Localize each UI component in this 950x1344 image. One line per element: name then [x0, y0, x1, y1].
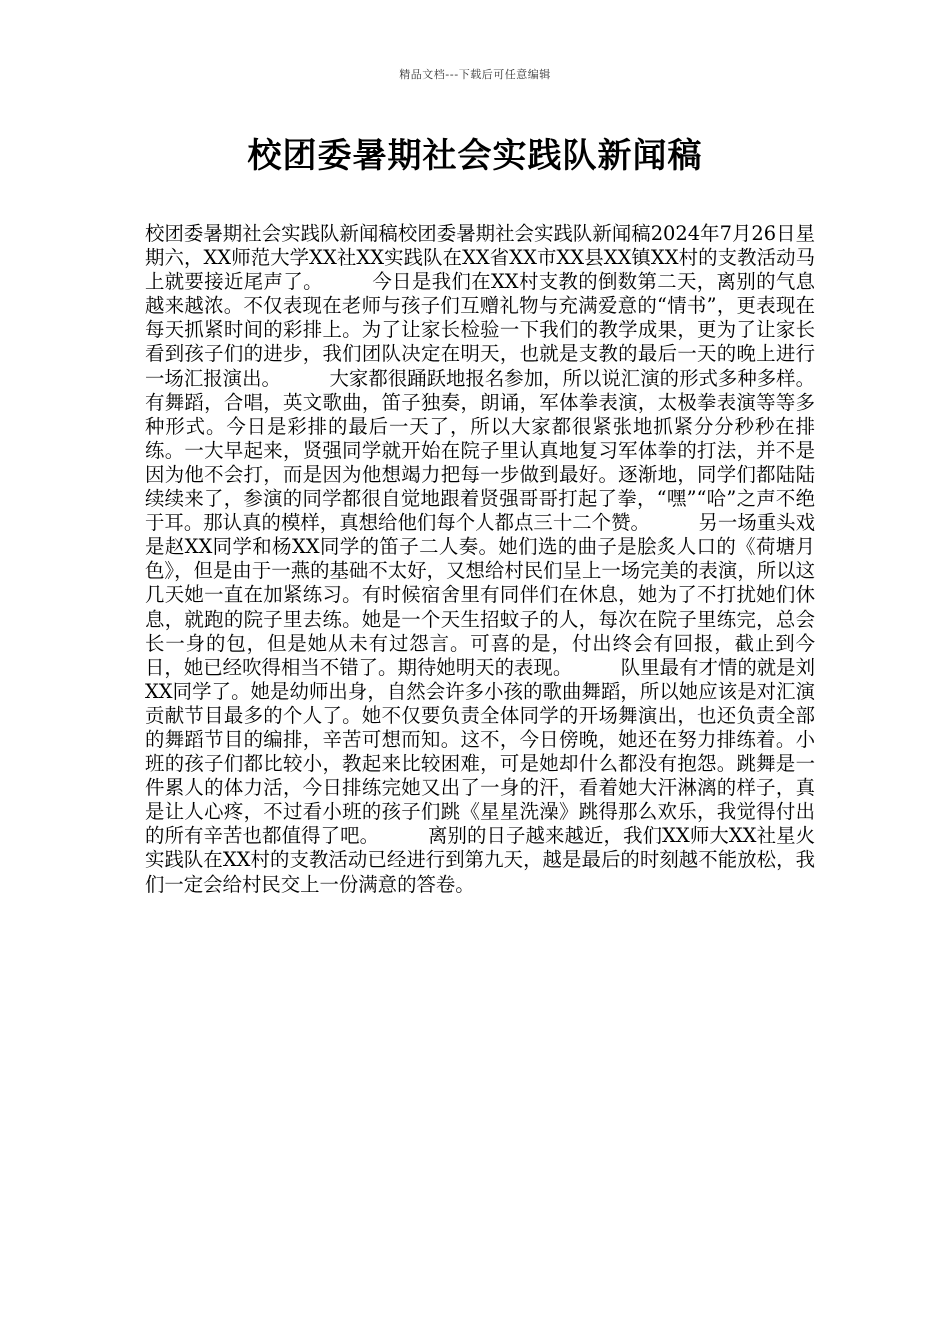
document-title: 校团委暑期社会实践队新闻稿 — [247, 136, 703, 176]
page-header-watermark: 精品文档---下载后可任意编辑 — [399, 68, 551, 81]
document-body: 校团委暑期社会实践队新闻稿校团委暑期社会实践队新闻稿2024年7月26日星期六，XX师范大学XX社XX实践队在XX省XX市XX县XX镇XX村的支教活动马上就要接近尾声了。 今日是我们在XX村支教的倒数第二天，离别的气息越来越浓。不仅表现在老师与孩子们互赠礼物与充满爱意的“情书”，更表现在每天抓紧时间的彩排上。为了让家长检验一下我们的教学成果，更为了让家长看到孩子们的进步，我们团队决定在明天，也就是支教的最后一天的晚上进行一场汇报演出。 大家都很踊跃地报名参加，所以说汇演的形式多种多样。有舞蹈，合唱，英文歌曲，笛子独奏，朗诵，军体拳表演，太极拳表演等等多种形式。今日是彩排的最后一天了，所以大家都很紧张地抓紧分分秒秒在排练。一大早起来，贤强同学就开始在院子里认真地复习军体拳的打法，并不是因为他不会打，而是因为他想竭力把每一步做到最好。逐渐地，同学们都陆陆续续来了，参演的同学都很自觉地跟着贤强哥哥打起了拳，“嘿”“哈”之声不绝于耳。那认真的模样，真想给他们每个人都点三十二个赞。 另一场重头戏是赵XX同学和杨XX同学的笛子二人奏。她们选的曲子是脍炙人口的《荷塘月色》，但是由于一燕的基础不太好，又想给村民们呈上一场完美的表演，所以这几天她一直在加紧练习。有时候宿舍里有同伴们在休息，她为了不打扰她们休息，就跑的院子里去练。她是一个天生招蚊子的人，每次在院子里练完，总会长一身的包，但是她从未有过怨言。可喜的是，付出终会有回报，截止到今日，她已经吹得相当不错了。期待她明天的表现。 队里最有才情的就是刘XX同学了。她是幼师出身，自然会许多小孩的歌曲舞蹈，所以她应该是对汇演贡献节目最多的个人了。她不仅要负责全体同学的开场舞演出，也还负责全部的舞蹈节目的编排，辛苦可想而知。这不，今日傍晚，她还在努力排练着。小班的孩子们都比较小，教起来比较困难，可是她却什么都没有抱怨。跳舞是一件累人的体力活，今日排练完她又出了一身的汗，看着她大汗淋漓的样子，真是让人心疼，不过看小班的孩子们跳《星星洗澡》跳得那么欢乐，我觉得付出的所有辛苦也都值得了吧。 离别的日子越来越近，我们XX师大XX社星火实践队在XX村的支教活动已经进行到第九天，越是最后的时刻越不能放松，我们一定会给村民交上一份满意的答卷。 — [145, 222, 815, 896]
